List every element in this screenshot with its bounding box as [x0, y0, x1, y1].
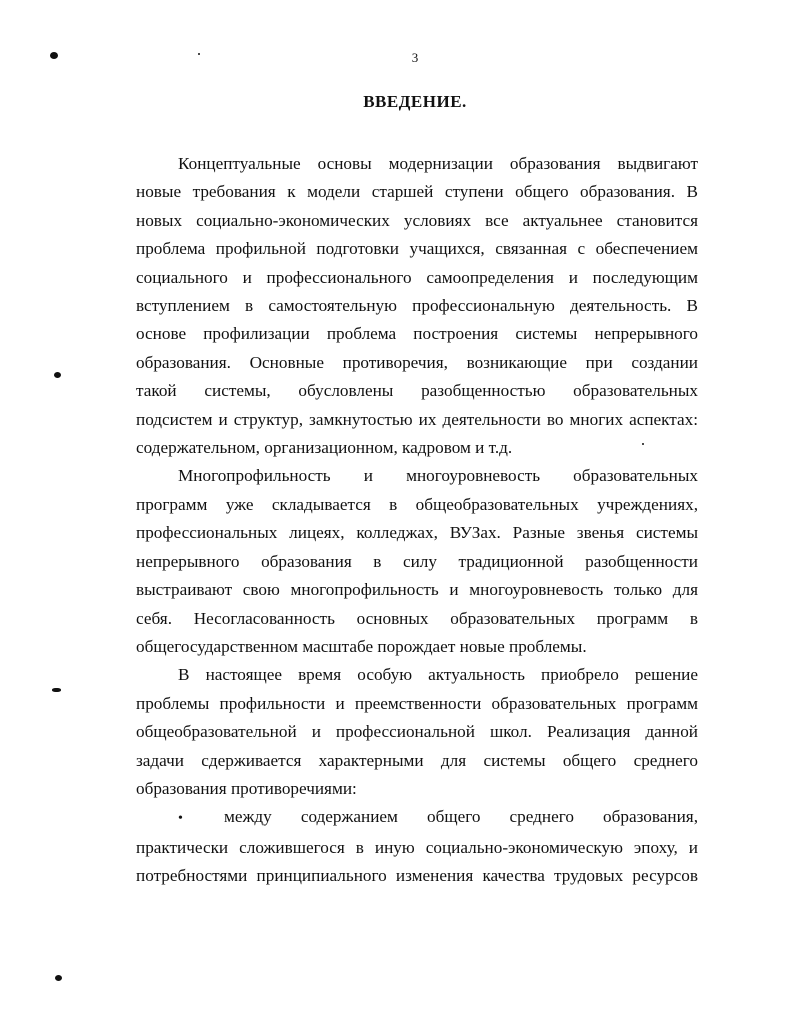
text-line: новые требования к модели старшей ступени общего образования. В	[136, 182, 698, 202]
text-line: программ уже складывается в общеобразовательных учреждениях,	[136, 494, 698, 514]
text-line: образования противоречиями:	[136, 778, 357, 798]
text-line: основе профилизации проблема построения системы непрерывного	[136, 324, 698, 344]
text-line: подсистем и структур, замкнутостью их деятельности во многих аспектах:	[136, 409, 698, 429]
section-heading: ВВЕДЕНИЕ.	[363, 92, 467, 111]
paragraph-1	[136, 150, 698, 462]
text-line: такой системы, обусловлены разобщенностью образовательных	[136, 381, 698, 401]
text-line: потребностями принципиального изменения качества трудовых ресурсов	[136, 866, 698, 886]
text-line: новых социально-экономических условиях все актуальнее становится	[136, 210, 698, 230]
text-line: проблемы профильности и преемственности образовательных программ	[136, 693, 698, 713]
text-line: содержательном, организационном, кадровом и т.д.	[136, 438, 513, 458]
document-body	[136, 150, 698, 891]
scan-speck	[198, 53, 200, 55]
paragraph-2	[136, 462, 698, 661]
text-line: проблема профильной подготовки учащихся, связанная с обеспечением	[136, 239, 698, 259]
bullet-first-line	[136, 803, 698, 833]
text-line: образования. Основные противоречия, возникающие при создании	[136, 352, 698, 372]
text-line: Концептуальные основы модернизации образования выдвигают	[178, 154, 698, 173]
text-line: выстраивают свою многопрофильность и многоуровневость только для	[136, 580, 698, 600]
text-line: В настоящее время особую актуальность приобрело решение	[178, 665, 698, 685]
text-line: себя. Несогласованность основных образовательных программ в	[136, 608, 698, 628]
text-line: общегосударственном масштабе порождает новые проблемы.	[136, 636, 587, 656]
paragraph-3	[136, 661, 698, 803]
text-line: Многопрофильность и многоуровневость образовательных	[178, 466, 698, 486]
text-line: практически сложившегося в иную социально-экономическую эпоху, и	[136, 837, 698, 857]
scan-speck	[54, 372, 61, 378]
bullet-item	[136, 803, 698, 890]
bullet-marker: •	[178, 811, 183, 827]
text-line: задачи сдерживается характерными для системы общего среднего	[136, 750, 698, 770]
scan-speck	[55, 975, 62, 981]
text-line: вступлением в самостоятельную профессиональную деятельность. В	[136, 296, 698, 316]
text-line: непрерывного образования в силу традиционной разобщенности	[136, 551, 698, 571]
text-line: профессиональных лицеях, колледжах, ВУЗах. Разные звенья системы	[136, 523, 698, 543]
scan-speck	[52, 688, 61, 692]
text-line: общеобразовательной и профессиональной школ. Реализация данной	[136, 722, 698, 742]
page-number: 3	[411, 50, 419, 65]
text-line: между содержанием общего среднего образования,	[224, 807, 698, 827]
scan-speck	[50, 52, 58, 59]
scan-speck	[642, 443, 644, 445]
text-line: социального и профессионального самоопределения и последующим	[136, 267, 698, 287]
